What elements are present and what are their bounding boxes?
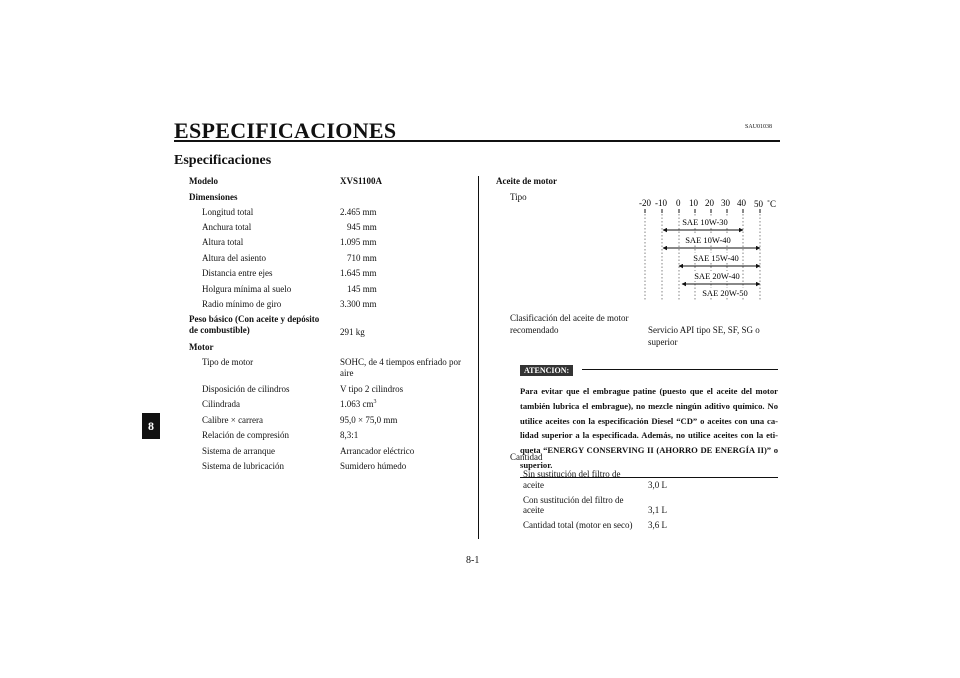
motor-value [340,399,377,409]
column-divider [478,176,479,539]
cantidad-heading: Cantidad [510,452,543,462]
notice-top-rule [582,369,778,370]
clasif-label: Clasificación del aceite de motor [510,313,629,323]
temp-ticks [645,209,760,213]
temp-label: 50 [754,199,763,209]
temp-label: -20 [639,198,651,208]
temp-label: 0 [676,198,681,208]
cantidad-value: 3,0 L [648,480,667,490]
dim-label: Holgura mínima al suelo [202,284,292,294]
cantidad-label-cont: aceite [523,505,544,515]
dim-value: 1.095 mm [340,237,377,247]
dim-label: Altura del asiento [202,253,266,263]
motor-label: Disposición de cilindros [202,384,290,394]
grade-label: SAE 10W-40 [685,235,731,245]
cantidad-value: 3,6 L [648,520,667,530]
temp-label: 40 [737,198,746,208]
modelo-label: Modelo [189,176,218,186]
motor-label: Sistema de lubricación [202,461,284,471]
oil-viscosity-chart [636,196,782,304]
cantidad-value: 3,1 L [648,505,667,515]
cantidad-label: Cantidad total (motor en seco) [523,520,633,530]
motor-label: Sistema de arranque [202,446,275,456]
dim-label: Radio mínimo de giro [202,299,282,309]
title-rule [174,140,780,142]
motor-value: 95,0 × 75,0 mm [340,415,398,425]
section-subtitle: Especificaciones [174,153,272,168]
motor-heading: Motor [189,342,214,352]
dim-value: 145 mm [347,284,377,294]
dimensiones-heading: Dimensiones [189,192,238,202]
dim-label: Altura total [202,237,244,247]
clasif-value-cont: superior [648,337,678,347]
motor-value-cont: aire [340,368,354,378]
motor-value: Sumidero húmedo [340,461,407,471]
tipo-label: Tipo [510,192,527,202]
motor-value: SOHC, de 4 tiempos enfriado por [340,357,461,367]
temp-label: -10 [655,198,667,208]
page-title: ESPECIFICACIONES [174,118,397,143]
document-code: SAU01038 [745,124,773,130]
modelo-value: XVS1100A [340,176,383,186]
peso-label-cont: de combustible) [189,325,250,335]
peso-label: Peso básico (Con aceite y depósito [189,314,320,324]
attention-label: ATENCION: [520,365,573,376]
temp-label: 30 [721,198,730,208]
motor-label: Calibre × carrera [202,415,264,425]
motor-value: V tipo 2 cilindros [340,384,404,394]
motor-label: Relación de compresión [202,430,289,440]
page-number: 8-1 [466,555,480,566]
attention-text: Para evitar que el embrague patine (puesto que el aceite del motor también lubrica el embrague), no mezcle ningún aditivo químico. No utilice aceites con la especificación Diesel “CD” o aceites con una ca-lidad superior a la especificada. Además, no utilice aceites con la eti-queta “ENERGY CONSERVING II (AHORRO DE ENERGÍA II)” o superior. [520,386,778,470]
dim-value: 3.300 mm [340,299,377,309]
grade-label: SAE 15W-40 [693,253,739,263]
peso-value: 291 kg [340,327,365,337]
motor-value: 8,3:1 [340,430,359,440]
dim-label: Longitud total [202,207,254,217]
dim-value: 2.465 mm [340,207,377,217]
dim-label: Distancia entre ejes [202,268,273,278]
aceite-heading: Aceite de motor [496,176,557,186]
motor-value: Arrancador eléctrico [340,446,415,456]
cilindrada-value: 1.063 cm [340,399,374,409]
dim-value: 945 mm [347,222,377,232]
dim-value: 1.645 mm [340,268,377,278]
temp-label: 10 [689,198,698,208]
chapter-tab: 8 [142,413,160,439]
clasif-label-cont: recomendado [510,325,559,335]
temp-label: 20 [705,198,714,208]
cantidad-label: Con sustitución del filtro de [523,495,624,505]
dim-value: 710 mm [347,253,377,263]
grade-label: SAE 20W-40 [694,271,740,281]
cantidad-label-cont: aceite [523,480,544,490]
grade-label: SAE 20W-50 [702,288,748,298]
motor-label: Cilindrada [202,399,240,409]
attention-notice [520,360,778,478]
cilindrada-sup: 3 [373,399,377,405]
cantidad-label: Sin sustitución del filtro de [523,469,621,479]
motor-label: Tipo de motor [202,357,254,367]
temp-unit: ˚C [767,199,776,209]
dim-label: Anchura total [202,222,252,232]
grade-label: SAE 10W-30 [682,217,728,227]
clasif-value: Servicio API tipo SE, SF, SG o [648,325,760,335]
